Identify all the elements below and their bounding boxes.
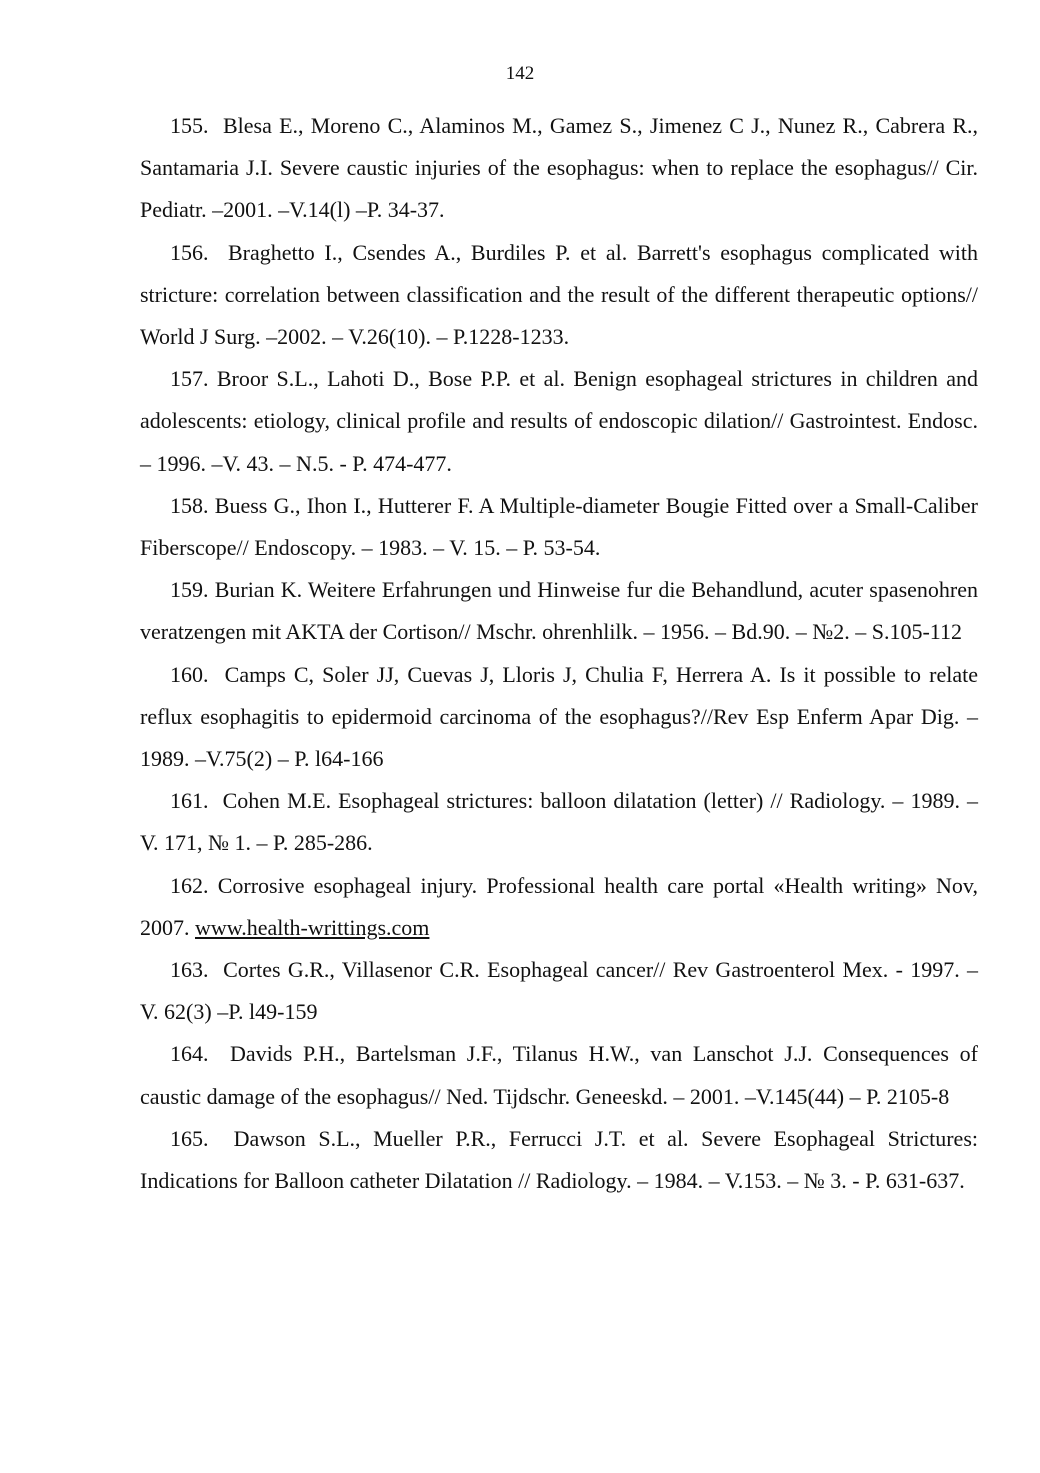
reference-item <box>140 865 978 949</box>
reference-item <box>140 569 978 653</box>
reference-number: 155. <box>170 113 209 138</box>
reference-item <box>140 654 978 781</box>
reference-text: Camps C, Soler JJ, Cuevas J, Lloris J, Chulia F, Herrera A. Is it possible to relate reflux esophagitis to epidermoid carcinoma of the esophagus?//Rev Esp Enferm Apar Dig. –1989. –V.75(2) – P. l64-166 <box>140 661 978 772</box>
reference-number: 156. <box>170 239 209 265</box>
reference-text: Corrosive esophageal injury. Professional health care portal «Health writing» Nov, 2007. <box>140 872 979 940</box>
reference-number: 164. <box>170 1041 209 1067</box>
reference-item <box>140 105 978 232</box>
reference-item <box>140 485 978 569</box>
reference-number: 163. <box>170 957 209 983</box>
reference-number: 157. <box>170 366 209 392</box>
reference-text: Braghetto I., Csendes A., Burdiles P. et al. Barrett's esophagus complicated with stricture: correlation between classification and the result of the different therapeutic options// World J Surg. –2002. – V.26(10). – P.1228-1233. <box>140 239 978 350</box>
reference-item <box>140 780 978 864</box>
reference-item <box>140 1118 978 1202</box>
reference-number: 159. <box>170 577 209 603</box>
reference-text: Cortes G.R., Villasenor C.R. Esophageal cancer// Rev Gastroenterol Mex. - 1997. – V. 62(3) –P. l49-159 <box>140 957 979 1025</box>
reference-item <box>140 1033 978 1117</box>
reference-item <box>140 949 978 1033</box>
reference-text: Dawson S.L., Mueller P.R., Ferrucci J.T. et al. Severe Esophageal Strictures: Indications for Balloon catheter Dilatation // Radiology. – 1984. – V.153. – № 3. - P. 631-637. <box>140 1125 978 1194</box>
reference-item <box>140 232 978 359</box>
reference-item <box>140 358 978 485</box>
reference-text: Cohen M.E. Esophageal strictures: balloon dilatation (letter) // Radiology. – 1989. – V. 171, № 1. – P. 285-286. <box>140 788 979 856</box>
reference-list <box>140 105 978 1202</box>
page-number: 142 <box>505 63 535 84</box>
reference-text: Buess G., Ihon I., Hutterer F. A Multiple-diameter Bougie Fitted over a Small-Caliber Fiberscope// Endoscopy. – 1983. – V. 15. – P. 53-54. <box>140 492 978 561</box>
reference-number: 158. <box>170 492 209 518</box>
reference-link[interactable]: www.health-writtings.com <box>195 914 430 940</box>
reference-text: Blesa E., Moreno C., Alaminos M., Gamez S., Jimenez C J., Nunez R., Cabrera R., Santamaria J.I. Severe caustic injuries of the esophagus: when to replace the esophagus// Cir. Pediatr. –2001. –V.14(l) –P. 34-37. <box>140 113 978 223</box>
reference-number: 162. <box>170 872 209 898</box>
reference-text: Davids P.H., Bartelsman J.F., Tilanus H.W., van Lanschot J.J. Consequences of caustic damage of the esophagus// Ned. Tijdschr. Geneeskd. – 2001. –V.145(44) – P. 2105-8 <box>140 1041 978 1109</box>
reference-number: 160. <box>170 661 209 687</box>
reference-number: 161. <box>170 788 209 814</box>
reference-text: Burian K. Weitere Erfahrungen und Hinweise fur die Behandlund, acuter spasenohren veratzengen mit AKTA der Cortison// Mschr. ohrenhlilk. – 1956. – Bd.90. – №2. – S.105-112 <box>140 577 979 645</box>
reference-number: 165. <box>170 1125 209 1151</box>
reference-text: Broor S.L., Lahoti D., Bose P.P. et al. Benign esophageal strictures in children and adolescents: etiology, clinical profile and results of endoscopic dilation// Gastrointest. Endosc. – 1996. –V. 43. – N.5. - P. 474-477. <box>140 366 979 476</box>
